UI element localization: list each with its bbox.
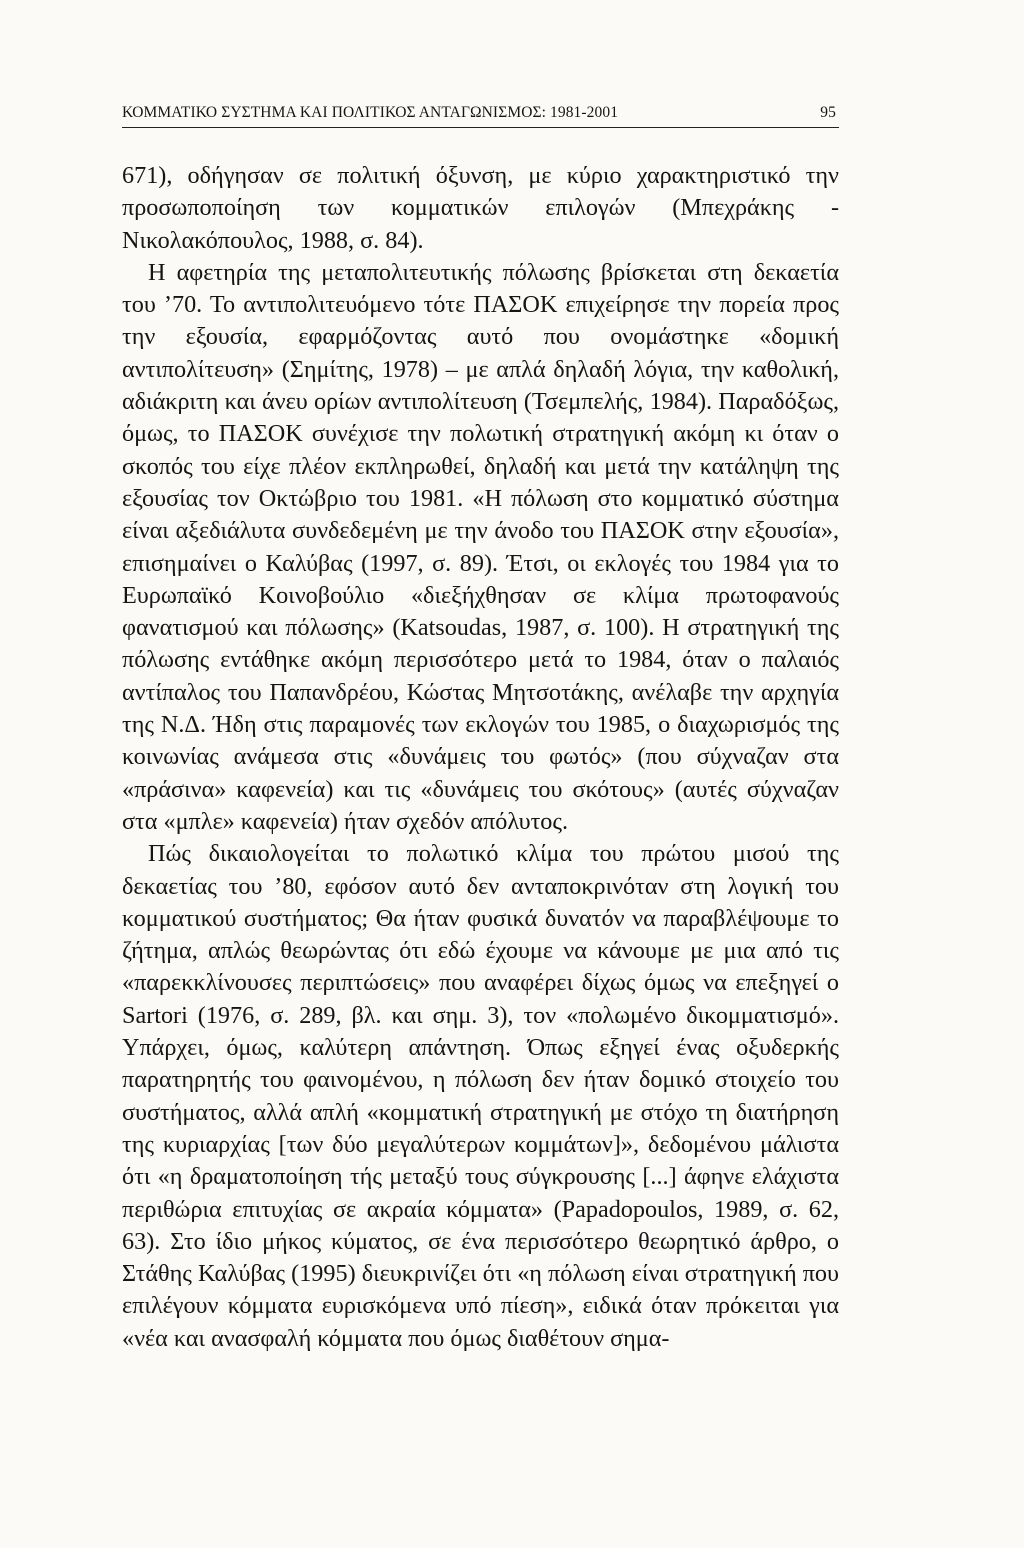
body-text: [122, 160, 839, 1355]
page-number: 95: [820, 104, 836, 121]
running-title: ΚΟΜΜΑΤΙΚΟ ΣΥΣΤΗΜΑ ΚΑΙ ΠΟΛΙΤΙΚΟΣ ΑΝΤΑΓΩΝΙΣΜΟΣ: 1981-2001: [122, 104, 619, 121]
paragraph-polarization-explanation: Πώς δικαιολογείται το πολωτικό κλίμα του πρώτου μισού της δεκαετίας του ’80, εφόσον αυτό δεν ανταποκρινόταν στη λογική του κομματικού συστήματος; Θα ήταν φυσικά δυνατόν να παραβλέψουμε το ζήτημα, απλώς θεωρώντας ότι εδώ έχουμε να κάνουμε με μια από τις «παρεκκλίνουσες περιπτώσεις» που αναφέρει δίχως όμως να επεξηγεί ο Sartori (1976, σ. 289, βλ. και σημ. 3), τον «πολωμένο δικομματισμό». Υπάρχει, όμως, καλύτερη απάντηση. Όπως εξηγεί ένας οξυδερκής παρατηρητής του φαινομένου, η πόλωση δεν ήταν δομικό στοιχείο του συστήματος, αλλά απλή «κομματική στρατηγική με στόχο τη διατήρηση της κυριαρχίας [των δύο μεγαλύτερων κομμάτων]», δεδομένου μάλιστα ότι «η δραματοποίηση τής μεταξύ τους σύγκρουσης [...] άφηνε ελάχιστα περιθώρια επιτυχίας σε ακραία κόμματα» (Papadopoulos, 1989, σ. 62, 63). Στο ίδιο μήκος κύματος, σε ένα περισσότερο θεωρητικό άρθρο, ο Στάθης Καλύβας (1995) διευκρινίζει ότι «η πόλωση είναι στρατηγική που επιλέγουν κόμματα ευρισκόμενα υπό πίεση», ειδικά όταν πρόκειται για «νέα και ανασφαλή κόμματα που όμως διαθέτουν σημα-: [122, 840, 839, 1352]
paragraph-polarization-origin: Η αφετηρία της μεταπολιτευτικής πόλωσης βρίσκεται στη δεκαετία του ’70. Το αντιπολιτευόμενο τότε ΠΑΣΟΚ επιχείρησε την πορεία προς την εξουσία, εφαρμόζοντας αυτό που ονομάστηκε «δομική αντιπολίτευση» (Σημίτης, 1978) – με απλά δηλαδή λόγια, την καθολική, αδιάκριτη και άνευ ορίων αντιπολίτευση (Τσεμπελής, 1984). Παραδόξως, όμως, το ΠΑΣΟΚ συνέχισε την πολωτική στρατηγική ακόμη κι όταν ο σκοπός του είχε πλέον εκπληρωθεί, δηλαδή και μετά την κατάληψη της εξουσίας τον Οκτώβριο του 1981. «Η πόλωση στο κομματικό σύστημα είναι αξεδιάλυτα συνδεδεμένη με την άνοδο του ΠΑΣΟΚ στην εξουσία», επισημαίνει ο Καλύβας (1997, σ. 89). Έτσι, οι εκλογές του 1984 για το Ευρωπαϊκό Κοινοβούλιο «διεξήχθησαν σε κλίμα πρωτοφανούς φανατισμού και πόλωσης» (Katsoudas, 1987, σ. 100). Η στρατηγική της πόλωσης εντάθηκε ακόμη περισσότερο μετά το 1984, όταν ο παλαιός αντίπαλος του Παπανδρέου, Κώστας Μητσοτάκης, ανέλαβε την αρχηγία της Ν.Δ. Ήδη στις παραμονές των εκλογών του 1985, ο διαχωρισμός της κοινωνίας ανάμεσα στις «δυνάμεις του φωτός» (που σύχναζαν στα «πράσινα» καφενεία) και τις «δυνάμεις του σκότους» (αυτές σύχναζαν στα «μπλε» καφενεία) ήταν σχεδόν απόλυτος.: [122, 258, 839, 835]
paragraph-continued: 671), οδήγησαν σε πολιτική όξυνση, με κύριο χαρακτηριστικό την προσωποποίηση των κομματικών επιλογών (Μπεχράκης - Νικολακόπουλος, 1988, σ. 84).: [122, 162, 839, 254]
running-header: [122, 101, 839, 128]
